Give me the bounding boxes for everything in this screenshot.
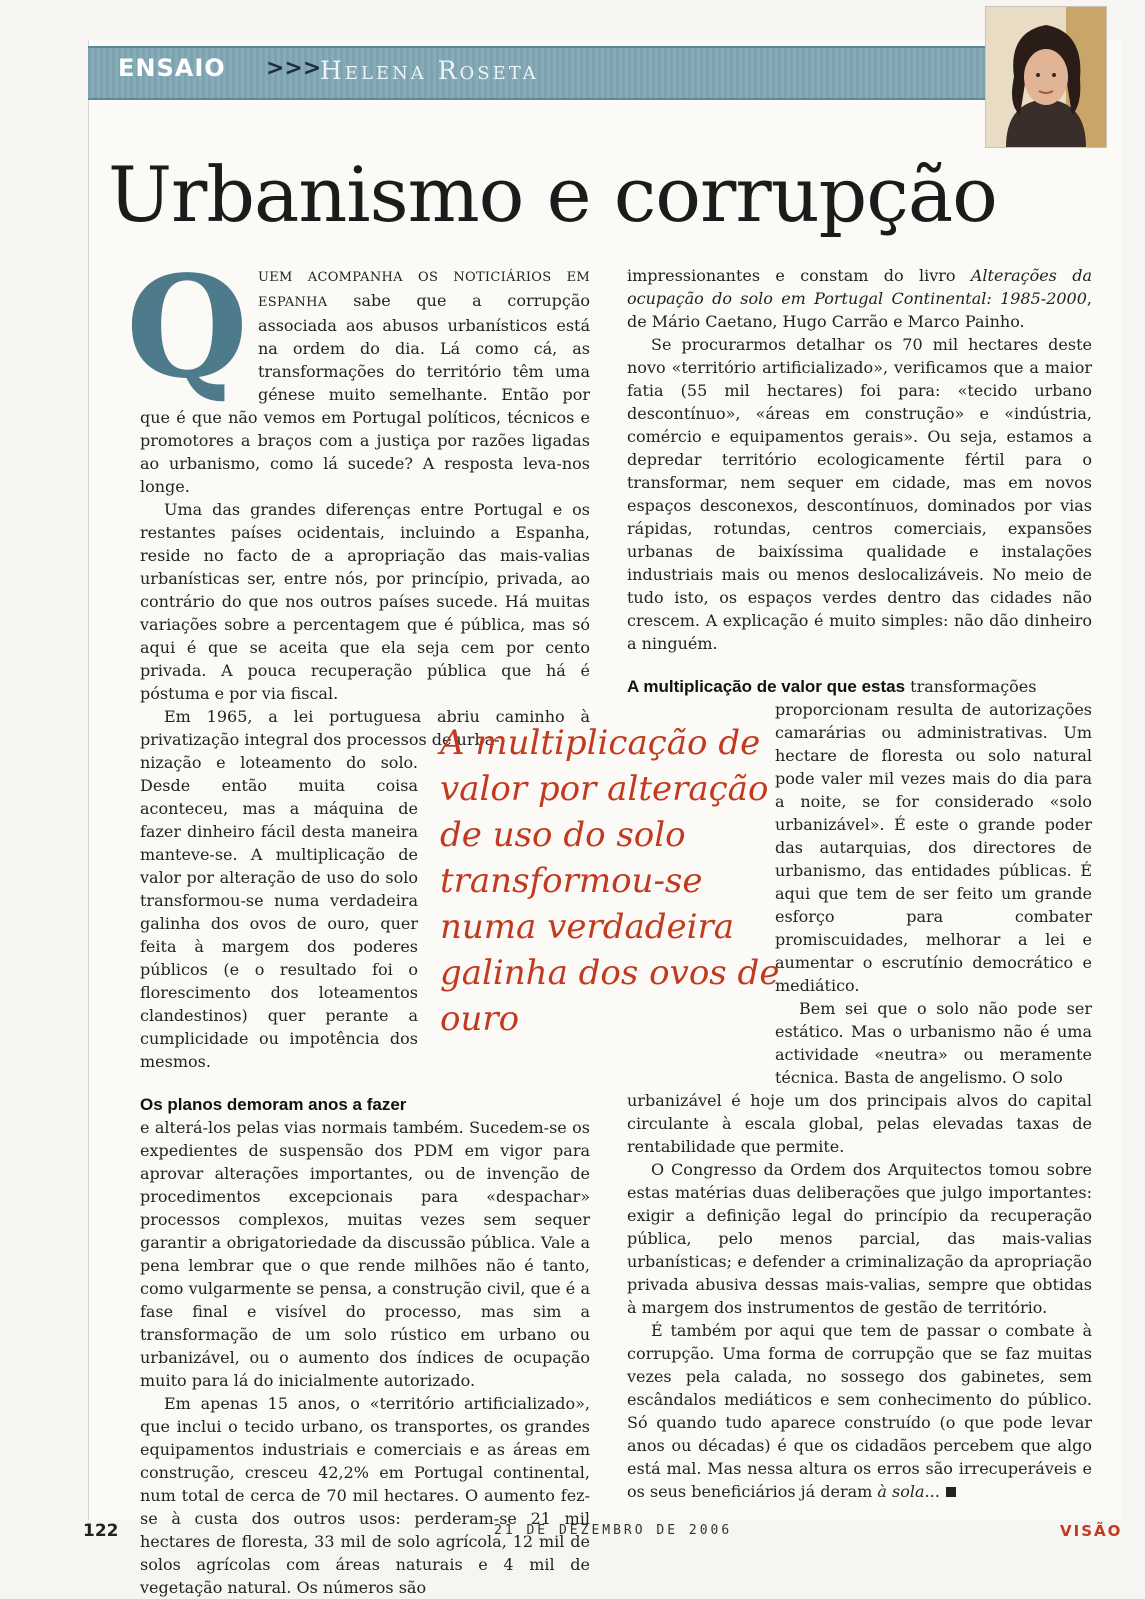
end-mark-icon xyxy=(946,1487,956,1497)
magazine-brand: VISÃO xyxy=(1060,1522,1123,1540)
drop-cap: Q xyxy=(126,246,248,410)
paragraph: impressionantes e constam do livro Alterações da ocupação do solo em Portugal Continental: 1985-2000, de Mário Caetano, Hugo Carrão e Marco Painho. xyxy=(627,266,1092,331)
article-headline: Urbanismo e corrupção xyxy=(108,150,997,239)
lead-paragraph xyxy=(126,246,590,498)
header-arrows: >>> xyxy=(266,56,322,81)
paragraph: Em 1965, a lei portuguesa abriu caminho à privatização integral dos processos de urba- xyxy=(140,707,590,749)
author-name: Helena Roseta xyxy=(320,56,539,85)
article-column-right xyxy=(627,264,1092,1503)
section-tag: ENSAIO xyxy=(118,54,226,82)
section-subhead: A multiplicação de valor que estas xyxy=(627,677,906,696)
paragraph: Bem sei que o solo não pode ser estático. Mas o urbanismo não é uma actividade «neutra» ou meramente técnica. Basta de angelismo. O solo xyxy=(775,999,1092,1087)
paragraph: urbanizável é hoje um dos principais alvos do capital circulante à escala global, pelas elevadas taxas de rentabilidade que permite. xyxy=(627,1091,1092,1156)
portrait-image xyxy=(986,7,1106,147)
page-number: 122 xyxy=(83,1521,119,1541)
paragraph: O Congresso da Ordem dos Arquitectos tomou sobre estas matérias duas deliberações que julgo importantes: exigir a definição legal do princípio da recuperação pública, pelo menos parcial, das mais-valias urbanísticas; e defender a criminalização da apropriação privada abusiva dessas mais-valias, sempre que obtidas à margem dos instrumentos de gestão de território. xyxy=(627,1160,1092,1317)
paragraph: nização e loteamento do solo. Desde então muita coisa aconteceu, mas a máquina de fazer dinheiro fácil desta maneira manteve-se. A multiplicação de valor por alteração de uso do solo transformou-se numa verdadeira galinha dos ovos de ouro, quer feita à margem dos poderes públicos (e o resultado foi o florescimento dos loteamentos clandestinos) quer perante a cumplicidade ou impotência dos mesmos. xyxy=(140,753,418,1071)
issue-date: 21 DE DEZEMBRO DE 2006 xyxy=(494,1523,733,1538)
paragraph: proporcionam resulta de autorizações camarárias ou administrativas. Um hectare de floresta ou solo natural pode valer mil vezes mais do dia para a noite, se for considerado «solo urbanizável». É este o grande poder das autarquias, dos directores de urbanismo, das entidades públicas. É aqui que tem de ser feito um grande esforço para combater promiscuidades, melhorar a lei e aumentar o escrutínio democrático e mediático. xyxy=(775,700,1092,995)
lead-caps: UEM ACOMPANHA OS NOTICIÁRIOS EM ESPANHA xyxy=(257,270,590,310)
lead-text: sabe que a corrupção associada aos abusos urbanísticos está na ordem do dia. Lá como cá, as transformações do território têm uma génese muito semelhante. Então por que é que não vemos em Portugal políticos, técnicos e promotores a braços com a justiça por razões ligadas ao urbanismo, como lá sucede? A resposta leva-nos longe. xyxy=(140,291,590,496)
paragraph: Em apenas 15 anos, o «território artificializado», que inclui o tecido urbano, os transportes, os grandes equipamentos industriais e comerciais e as áreas em construção, cresceu 42,2% em Portugal continental, num total de cerca de 70 mil hectares. O aumento fez-se à custa dos outros usos: perderam-se 21 mil hectares de floresta, 33 mil de solo agrícola, 12 mil de solos agrícolas com áreas naturais e 4 mil de vegetação natural. Os números são xyxy=(140,1394,590,1597)
paragraph: Se procurarmos detalhar os 70 mil hectares deste novo «território artificializado», verificamos que a maior fatia (55 mil hectares) foi para: «tecido urbano descontínuo», «áreas em construção» e «indústria, comércio e equipamentos gerais». Ou seja, estamos a depredar território ecologicamente fértil para o transformar, nem sequer em cidade, mas em novos espaços desconexos, descontínuos, dominados por vias rápidas, rotundas, centros comerciais, expansões urbanas de baixíssima qualidade e instalações industriais mais ou menos deslocalizáveis. No meio de tudo isto, os espaços verdes dentro das cidades não crescem. A explicação é muito simples: não dão dinheiro a ninguém. xyxy=(627,335,1092,653)
closing-paragraph: É também por aqui que tem de passar o combate à corrupção. Uma forma de corrupção que se faz muitas vezes pela calada, no sossego dos gabinetes, sem escândalos mediáticos e sem conhecimento do público. Só quando tudo aparece construído (o que pode levar anos ou décadas) é que os cidadãos percebem que algo está mal. Mas nessa altura os erros são irrecuperáveis e os seus beneficiários já deram à sola... xyxy=(627,1321,1092,1501)
section-subhead: Os planos demoram anos a fazer xyxy=(140,1095,407,1114)
paragraph: Uma das grandes diferenças entre Portugal e os restantes países ocidentais, incluindo a Espanha, reside no facto de a apropriação das mais-valias urbanísticas ser, entre nós, por princípio, privada, ao contrário do que nos outros países sucede. Há muitas variações sobre a percentagem que é pública, mas só aqui é que se aceita que ela seja cem por cento privada. A pouca recuperação pública que há é póstuma e por via fiscal. xyxy=(140,500,590,703)
pull-quote: A multiplicação de valor por alteração de uso do solo transformou-se numa verdadeira galinha dos ovos de ouro xyxy=(440,723,780,1039)
section-subhead-line: A multiplicação de valor que estas transformações xyxy=(627,677,1037,696)
book-title: Alterações da ocupação do solo em Portugal Continental: 1985-2000 xyxy=(627,266,1092,308)
paragraph: e alterá-los pelas vias normais também. Sucedem-se os expedientes de suspensão dos PDM em vigor para aprovar alterações importantes, ou de invenção de procedimentos excepcionais para «despachar» processos complexos, muitas vezes sem sequer garantir a obrigatoriedade da discussão pública. Vale a pena lembrar que o que rende milhões não é tanto, como vulgarmente se pensa, a construção civil, que é a fase final e visível do processo, mas sim a transformação de um solo rústico em urbano ou urbanizável, ou o aumento dos índices de ocupação muito para lá do inicialmente autorizado. xyxy=(140,1118,590,1390)
author-portrait xyxy=(985,6,1107,148)
